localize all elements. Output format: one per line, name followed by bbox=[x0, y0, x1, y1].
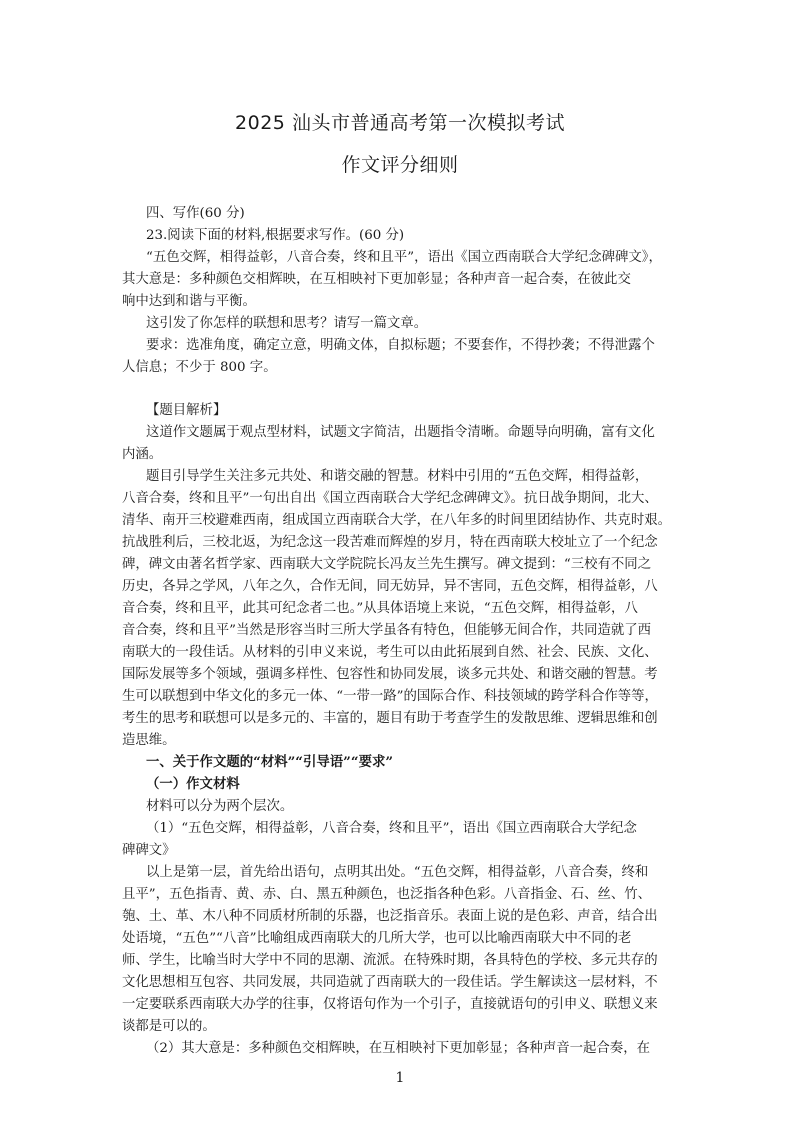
paragraph-line: 匏、土、革、木八种不同质材所制的乐器，也泛指音乐。表面上说的是色彩、声音，结合出 bbox=[122, 909, 658, 924]
page-number: 1 bbox=[395, 1070, 405, 1086]
paragraph-line: 历史，各异之学风，八年之久，合作无间，同无妨异，异不害同，五色交辉，相得益彰，八 bbox=[122, 579, 658, 594]
paragraph-line: （1）“五色交辉，相得益彰，八音合奏，终和且平”，语出《国立西南联合大学纪念 bbox=[146, 821, 637, 836]
section-heading: 四、写作(60 分) bbox=[146, 206, 245, 221]
paragraph-line: 清华、南开三校避难西南，组成国立西南联合大学，在八年多的时间里团结协作、共克时艰。 bbox=[122, 513, 672, 528]
paragraph-line: 题目引导学生关注多元共处、和谐交融的智慧。材料中引用的“五色交辉，相得益彰， bbox=[146, 469, 649, 484]
paragraph-line: 造思维。 bbox=[122, 733, 176, 748]
paragraph-line: 生可以联想到中华文化的多元一体、“一带一路”的国际合作、科技领域的跨学科合作等等， bbox=[122, 689, 658, 704]
paragraph-line: 碑碑文》 bbox=[122, 843, 176, 858]
paragraph-line: 文化思想相互包容、共同发展，共同造就了西南联大的一段佳话。学生解读这一层材料，不 bbox=[122, 975, 658, 990]
paragraph-line: 一定要联系西南联大办学的往事，仅将语句作为一个引子，直接就语句的引申义、联想义来 bbox=[122, 997, 658, 1012]
paragraph-line: 抗战胜利后，三校北返，为纪念这一段苦难而辉煌的岁月，特在西南联大校址立了一个纪念 bbox=[122, 535, 658, 550]
material-quote-line: 响中达到和谐与平衡。 bbox=[122, 294, 256, 309]
paragraph-line: 这道作文题属于观点型材料，试题文字简洁，出题指令清晰。命题导向明确，富有文化 bbox=[146, 425, 655, 440]
paragraph-line: 国际发展等多个领域，强调多样性、包容性和协同发展，谈多元共处、和谐交融的智慧。考 bbox=[122, 667, 658, 682]
paragraph-line: 八音合奏，终和且平”一句出自出《国立西南联合大学纪念碑碑文》。抗日战争期间，北大、 bbox=[122, 491, 658, 506]
document-title: 2025 汕头市普通高考第一次模拟考试 bbox=[235, 112, 565, 134]
material-quote-line: 其大意是：多种颜色交相辉映，在互相映衬下更加彰显；各种声音一起合奏，在彼此交 bbox=[122, 272, 631, 287]
question-prompt: 23.阅读下面的材料,根据要求写作。(60 分) bbox=[146, 228, 405, 243]
paragraph-line: 音合奏，终和且平”当然是形容当时三所大学虽各有特色，但能够无间合作，共同造就了西 bbox=[122, 623, 652, 638]
question-line: 这引发了你怎样的联想和思考？请写一篇文章。 bbox=[146, 316, 428, 331]
paragraph-line: 谈都是可以的。 bbox=[122, 1019, 216, 1034]
requirements-line: 人信息；不少于 800 字。 bbox=[122, 360, 277, 375]
paragraph-line: （2）其大意是：多种颜色交相辉映，在互相映衬下更加彰显；各种声音一起合奏，在 bbox=[146, 1041, 650, 1056]
paragraph-line: 内涵。 bbox=[122, 447, 163, 462]
material-quote-line: “五色交辉，相得益彰，八音合奏，终和且平”，语出《国立西南联合大学纪念碑碑文》， bbox=[146, 250, 662, 265]
paragraph-line: 材料可以分为两个层次。 bbox=[146, 799, 294, 814]
subsection-heading: （一）作文材料 bbox=[146, 776, 240, 792]
paragraph-line: 师、学生，比喻当时大学中不同的思潮、流派。在特殊时期，各具特色的学校、多元共存的 bbox=[122, 953, 658, 968]
subsection-heading: 一、关于作文题的“材料”“引导语”“要求” bbox=[146, 754, 394, 770]
document-subtitle: 作文评分细则 bbox=[341, 154, 459, 176]
paragraph-line: 考生的思考和联想可以是多元的、丰富的，题目有助于考查学生的发散思维、逻辑思维和创 bbox=[122, 711, 658, 726]
analysis-heading: 【题目解析】 bbox=[146, 403, 227, 418]
paragraph-line: 音合奏，终和且平，此其可纪念者二也。”从具体语境上来说，“五色交辉，相得益彰，八 bbox=[122, 601, 638, 616]
paragraph-line: 处语境，“五色”“八音”比喻组成西南联大的几所大学，也可以比喻西南联大中不同的老 bbox=[122, 931, 632, 946]
paragraph-line: 且平”，五色指青、黄、赤、白、黑五种颜色，也泛指各种色彩。八音指金、石、丝、竹、 bbox=[122, 887, 652, 902]
paragraph-line: 南联大的一段佳话。从材料的引申义来说，考生可以由此拓展到自然、社会、民族、文化、 bbox=[122, 645, 658, 660]
paragraph-line: 碑，碑文由著名哲学家、西南联大文学院院长冯友兰先生撰写。碑文提到：“三校有不同之 bbox=[122, 557, 652, 572]
paragraph-line: 以上是第一层，首先给出语句，点明其出处。“五色交辉，相得益彰，八音合奏，终和 bbox=[146, 865, 649, 880]
requirements-line: 要求：选准角度，确定立意，明确文体，自拟标题；不要套作，不得抄袭；不得泄露个 bbox=[146, 338, 655, 353]
